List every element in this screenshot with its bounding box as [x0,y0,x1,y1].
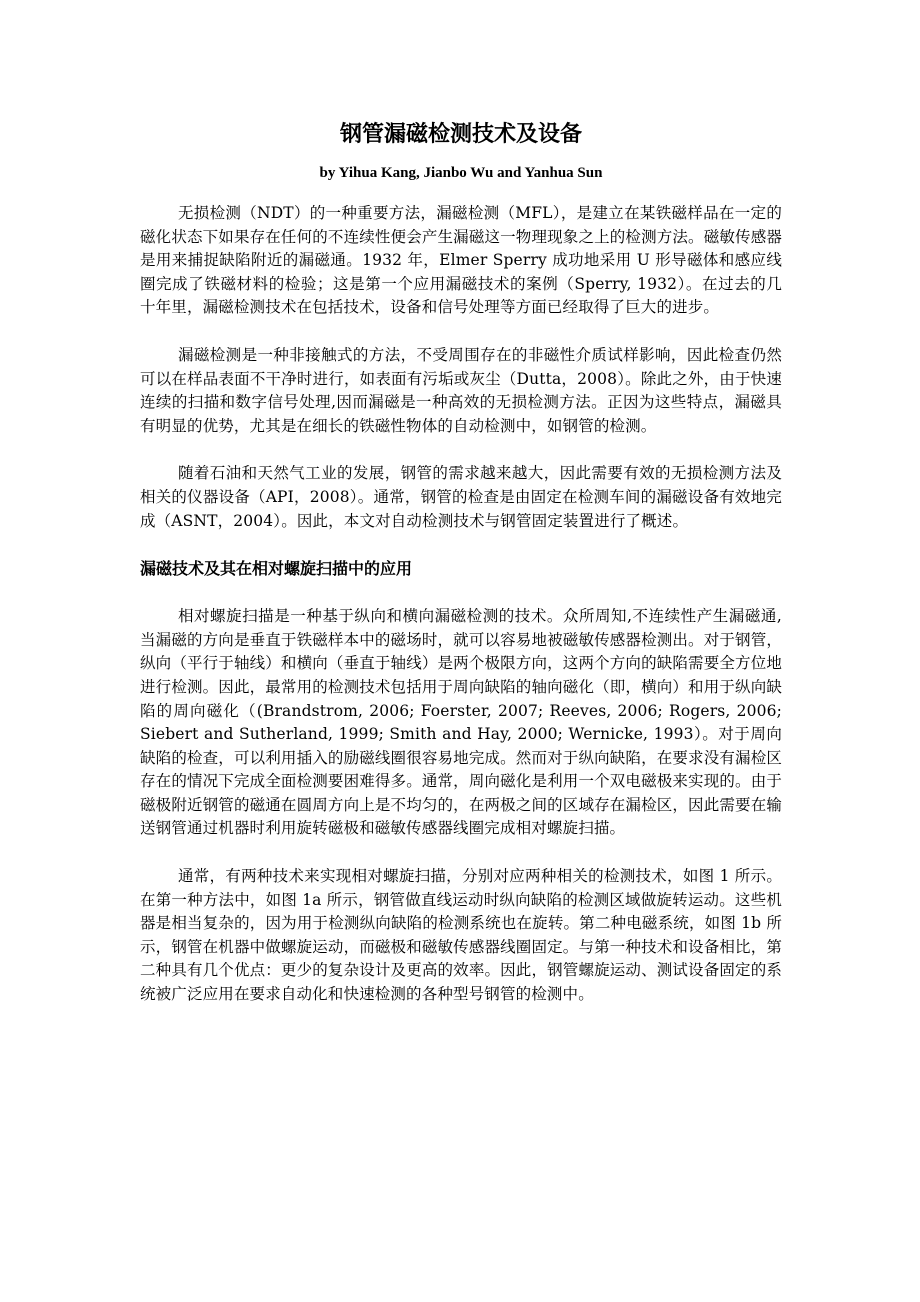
paragraph-steel-pipe-demand: 随着石油和天然气工业的发展，钢管的需求越来越大，因此需要有效的无损检测方法及相关的仪器设备（API，2008）。通常，钢管的检查是由固定在检测车间的漏磁设备有效地完成（ASNT，2004）。因此，本文对自动检测技术与钢管固定装置进行了概述。 [140,464,782,530]
paragraph-helical-scanning: 相对螺旋扫描是一种基于纵向和横向漏磁检测的技术。众所周知,不连续性产生漏磁通,当漏磁的方向是垂直于铁磁样本中的磁场时，就可以容易地被磁敏传感器检测出。对于钢管，纵向（平行于轴线）和横向（垂直于轴线）是两个极限方向，这两个方向的缺陷需要全方位地进行检测。因此，最常用的检测技术包括用于周向缺陷的轴向磁化（即，横向）和用于纵向缺陷的周向磁化（(Brandstrom, 2006; Foerster, 2007; Reeves, 2006; Rogers, 2006; Siebert and Sutherland, 1999; Smith and Hay, 2000; Wernicke, 1993）。对于周向缺陷的检查，可以利用插入的励磁线圈很容易地完成。然而对于纵向缺陷，在要求没有漏检区存在的情况下完成全面检测要困难得多。通常，周向磁化是利用一个双电磁极来实现的。由于磁极附近钢管的磁通在圆周方向上是不均匀的，在两极之间的区域存在漏检区，因此需要在输送钢管通过机器时利用旋转磁极和磁敏传感器线圈完成相对螺旋扫描。 [140,607,782,838]
paragraph-intro-ndt: 无损检测（NDT）的一种重要方法，漏磁检测（MFL），是建立在某铁磁样品在一定的磁化状态下如果存在任何的不连续性便会产生漏磁这一物理现象之上的检测方法。磁敏传感器是用来捕捉缺陷附近的漏磁通。1932 年，Elmer Sperry 成功地采用 U 形导磁体和感应线圈完成了铁磁材料的检验；这是第一个应用漏磁技术的案例（Sperry, 1932）。在过去的几十年里，漏磁检测技术在包括技术，设备和信号处理等方面已经取得了巨大的进步。 [140,204,782,317]
paragraph-two-techniques: 通常，有两种技术来实现相对螺旋扫描，分别对应两种相关的检测技术，如图 1 所示。在第一种方法中，如图 1a 所示，钢管做直线运动时纵向缺陷的检测区域做旋转运动。这些机器是相当复杂的，因为用于检测纵向缺陷的检测系统也在旋转。第二种电磁系统，如图 1b 所示，钢管在机器中做螺旋运动，而磁极和磁敏传感器线圈固定。与第一种技术和设备相比，第二种具有几个优点：更少的复杂设计及更高的效率。因此，钢管螺旋运动、测试设备固定的系统被广泛应用在要求自动化和快速检测的各种型号钢管的检测中。 [140,867,782,1004]
document-title: 钢管漏磁检测技术及设备 [339,122,582,147]
paragraph-mfl-advantages: 漏磁检测是一种非接触式的方法，不受周围存在的非磁性介质试样影响，因此检查仍然可以在样品表面不干净时进行，如表面有污垢或灰尘（Dutta，2008）。除此之外，由于快速连续的扫描和数字信号处理,因而漏磁是一种高效的无损检测方法。正因为这些特点，漏磁具有明显的优势，尤其是在细长的铁磁性物体的自动检测中，如钢管的检测。 [140,345,782,435]
document-page [140,118,782,1031]
document-authors: by Yihua Kang, Jianbo Wu and Yanhua Sun [319,165,603,181]
section-heading: 漏磁技术及其在相对螺旋扫描中的应用 [140,559,413,579]
